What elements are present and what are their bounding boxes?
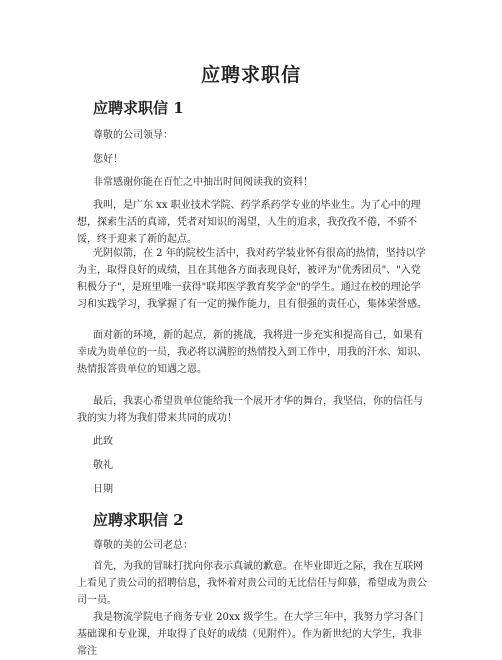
- section-1-paragraph-4: 面对新的环境，新的起点，新的挑战，我将进一步充实和提高自己，如果有幸成为贵单位的一员，我必将以满腔的热情投入到工作中，用我的汗水、知识、热情报答贵单位的知遇之恩。: [77, 330, 427, 375]
- section-1-paragraph-3: 光阴似箭，在 2 年的院校生活中，我对药学装业怀有很高的热情，坚持以学为主，取得良好的成绩，且在其他各方面表现良好，被评为"优秀团员"、"入党积极分子"，是班里唯一获得"联邦医学教育奖学金"的学生。通过在校的理论学习和实践学习，我掌握了有一定的操作能力，且有很强的责任心，集体荣誉感。: [77, 248, 427, 310]
- section-1-paragraph-2: 我叫，是广东 xx 职业技术学院、药学系药学专业的毕业生。为了心中的理想，探索生活的真谛，凭者对知识的渴望，人生的追求，我孜孜不倦，不骄不馁，终于迎来了新的起点。: [77, 200, 421, 245]
- section-2-paragraph-2: 我是物流学院电子商务专业 20xx 级学生。在大学三年中，我努力学习各门基础课和专业课，并取得了良好的成绩（见附件）。作为新世纪的大学生，我非常注: [77, 612, 424, 657]
- section-1-salutation: 尊敬的公司领导：: [93, 130, 173, 141]
- section-1-closing-1: 此致: [93, 436, 113, 447]
- section-1-greeting: 您好！: [93, 154, 123, 165]
- section-1-paragraph-5: 最后，我衷心希望贵单位能给我一个展开才华的舞台，我坚信，你的信任与我的实力将为我们带来共同的成功！: [77, 396, 423, 424]
- section-1-paragraph-1: 非常感谢你能在百忙之中抽出时间阅读我的资料！: [93, 177, 313, 188]
- section-2-salutation: 尊敬的美的公司老总：: [93, 540, 193, 551]
- section-2-heading: 应聘求职信 2: [93, 511, 184, 529]
- section-2-paragraph-1: 首先，为我的冒昧打扰向你表示真诚的歉意。在毕业即近之际，我在互联网上看见了贵公司的招聘信息，我怀着对贵公司的无比信任与仰慕，希望成为贵公司一员。: [77, 561, 427, 606]
- document-title: 应聘求职信: [200, 64, 301, 86]
- section-1-closing-2: 敬礼: [93, 460, 113, 471]
- section-1-date: 日期: [93, 484, 113, 495]
- section-1-heading: 应聘求职信 1: [93, 99, 184, 117]
